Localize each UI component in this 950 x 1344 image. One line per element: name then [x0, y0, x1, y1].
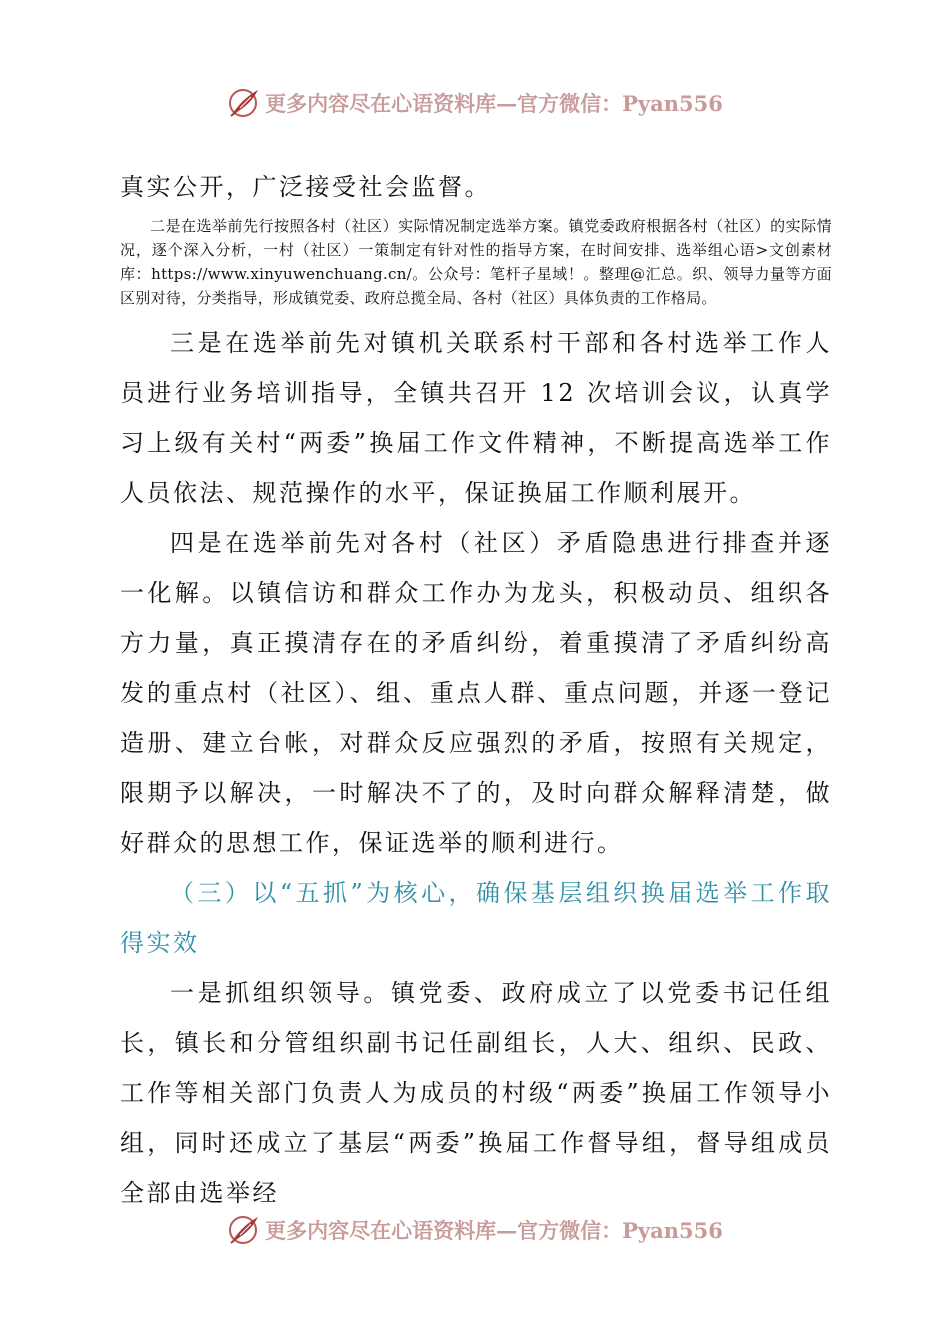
- header-banner: [0, 80, 950, 126]
- quill-pen-logo-icon: [227, 1213, 261, 1247]
- paragraph-continuation: 真实公开，广泛接受社会监督。: [120, 173, 491, 201]
- banner-text: 更多内容尽在心语资料库—官方微信：Pyan556: [265, 91, 723, 116]
- section-heading: （三）以“五抓”为核心，确保基层组织换届选举工作取得实效: [120, 879, 832, 957]
- paragraph-small-inserted: 二是在选举前先行按照各村（社区）实际情况制定选举方案。镇党委政府根据各村（社区）的实际情况，逐个深入分析，一村（社区）一策制定有针对性的指导方案，在时间安排、选举组心语>文创素材库：https://www.xinyuwenchuang.cn/。公众号：笔杆子星域！。整理@汇总。织、领导力量等方面区别对待，分类指导，形成镇党委、政府总揽全局、各村（社区）具体负责的工作格局。: [120, 217, 832, 307]
- paragraph-training: 三是在选举前先对镇机关联系村干部和各村选举工作人员进行业务培训指导，全镇共召开 12 次培训会议，认真学习上级有关村“两委”换届工作文件精神，不断提高选举工作人员依法、规范操作的水平，保证换届工作顺利展开。: [120, 329, 832, 507]
- footer-banner: [0, 1207, 950, 1253]
- paragraph-organization-leadership: 一是抓组织领导。镇党委、政府成立了以党委书记任组长，镇长和分管组织副书记任副组长，人大、组织、民政、工作等相关部门负责人为成员的村级“两委”换届工作领导小组，同时还成立了基层“两委”换届工作督导组，督导组成员全部由选举经: [120, 979, 832, 1207]
- quill-pen-logo-icon: [227, 86, 261, 120]
- banner-text: 更多内容尽在心语资料库—官方微信：Pyan556: [265, 1218, 723, 1243]
- paragraph-conflict-resolution: 四是在选举前先对各村（社区）矛盾隐患进行排查并逐一化解。以镇信访和群众工作办为龙头，积极动员、组织各方力量，真正摸清存在的矛盾纠纷，着重摸清了矛盾纠纷高发的重点村（社区）、组、重点人群、重点问题，并逐一登记造册、建立台帐，对群众反应强烈的矛盾，按照有关规定，限期予以解决，一时解决不了的，及时向群众解释清楚，做好群众的思想工作，保证选举的顺利进行。: [120, 529, 832, 857]
- document-body: [120, 162, 832, 1218]
